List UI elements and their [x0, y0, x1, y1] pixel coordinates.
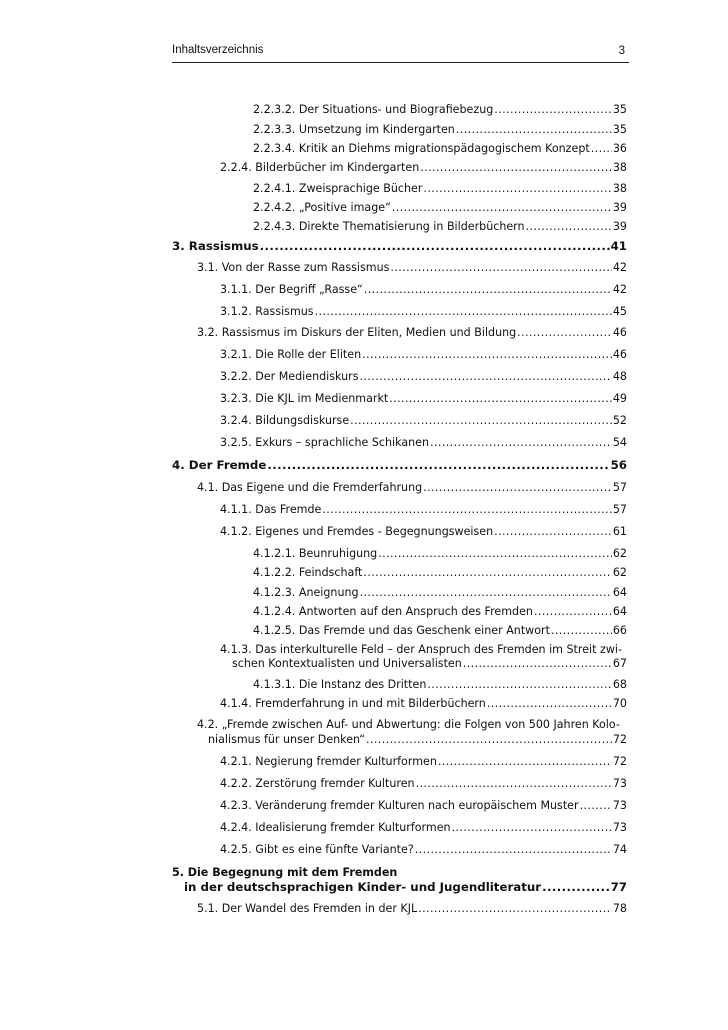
dot-leader — [423, 481, 612, 495]
dot-leader — [452, 821, 612, 835]
toc-entry-page: 41 — [610, 239, 627, 253]
toc-entry-first-line: 4.1.3. Das interkulturelle Feld – der Anspruch des Fremden im Streit zwi- — [220, 643, 622, 656]
toc-entry[interactable] — [220, 370, 627, 384]
dot-leader — [591, 142, 612, 156]
toc-entry[interactable] — [220, 525, 627, 539]
toc-entry[interactable] — [253, 103, 627, 117]
toc-entry-page: 73 — [612, 799, 627, 812]
toc-entry[interactable] — [253, 123, 627, 137]
dot-leader — [359, 370, 611, 384]
header-page-number: 3 — [618, 45, 625, 57]
toc-entry[interactable] — [253, 586, 627, 600]
toc-entry[interactable] — [220, 348, 627, 362]
toc-entry-page: 73 — [612, 777, 627, 790]
dot-leader — [315, 305, 612, 319]
toc-entry-page: 49 — [612, 392, 627, 405]
toc-entry-title: schen Kontextualisten und Universalisten — [232, 657, 462, 670]
toc-entry-title: 4. Der Fremde — [172, 458, 267, 472]
toc-entry-title: 3.1. Von der Rasse zum Rassismus — [197, 261, 390, 274]
toc-entry-title: 2.2.3.4. Kritik an Diehms migrationspädagogischem Konzept — [253, 142, 590, 155]
toc-entry[interactable] — [220, 392, 627, 406]
dot-leader — [494, 525, 612, 539]
toc-chapter[interactable] — [184, 880, 627, 894]
toc-entry-title: 2.2.4. Bilderbücher im Kindergarten — [220, 161, 420, 174]
dot-leader — [392, 201, 612, 215]
toc-entry[interactable] — [197, 261, 627, 275]
toc-entry[interactable] — [253, 678, 627, 692]
toc-entry[interactable] — [220, 777, 627, 791]
toc-entry-title: 4.1.2.4. Antworten auf den Anspruch des Fremden — [253, 605, 533, 618]
toc-entry-page: 61 — [612, 525, 627, 538]
toc-entry-page: 57 — [612, 481, 627, 494]
toc-entry-page: 35 — [612, 103, 627, 116]
dot-leader — [267, 458, 609, 472]
toc-entry-first-line: 4.2. „Fremde zwischen Auf- und Abwertung: die Folgen von 500 Jahren Kolo- — [197, 718, 620, 731]
dot-leader — [378, 547, 612, 561]
toc-entry[interactable] — [197, 481, 627, 495]
dot-leader — [364, 283, 612, 297]
toc-entry-title: 4.2.3. Veränderung fremder Kulturen nach europäischem Muster — [220, 799, 579, 812]
toc-entry[interactable] — [253, 566, 627, 580]
header-title: Inhaltsverzeichnis — [172, 44, 264, 56]
toc-entry[interactable] — [220, 305, 627, 319]
toc-entry-page: 70 — [612, 697, 627, 710]
dot-leader — [438, 755, 612, 769]
toc-entry-title: 3. Rassismus — [172, 239, 259, 253]
toc-entry-page: 57 — [612, 503, 627, 516]
toc-entry-title: 4.1.3.1. Die Instanz des Dritten — [253, 678, 427, 691]
toc-entry-page: 45 — [612, 305, 627, 318]
toc-entry[interactable] — [253, 220, 627, 234]
toc-entry-title: 4.2.1. Negierung fremder Kulturformen — [220, 755, 437, 768]
toc-entry-title: 3.2.5. Exkurs – sprachliche Schikanen — [220, 436, 430, 449]
toc-entry-title: 3.2.1. Die Rolle der Eliten — [220, 348, 362, 361]
toc-entry[interactable] — [253, 624, 627, 638]
toc-entry-title: 3.2.3. Die KJL im Medienmarkt — [220, 392, 389, 405]
toc-entry[interactable] — [220, 755, 627, 769]
toc-entry-title: 4.1.2.3. Aneignung — [253, 586, 359, 599]
toc-entry-title: 4.1.2.1. Beunruhigung — [253, 547, 378, 560]
toc-entry-title: 4.1. Das Eigene und die Fremderfahrung — [197, 481, 423, 494]
toc-entry-page: 35 — [612, 123, 627, 136]
toc-entry-title: 2.2.3.2. Der Situations- und Biografiebezug — [253, 103, 494, 116]
toc-entry-page: 46 — [612, 326, 627, 339]
dot-leader — [580, 799, 612, 813]
toc-entry[interactable] — [220, 283, 627, 297]
toc-entry-title: 4.2.4. Idealisierung fremder Kulturformen — [220, 821, 451, 834]
toc-entry-page: 72 — [612, 733, 627, 746]
dot-leader — [360, 586, 612, 600]
toc-entry-page: 67 — [612, 657, 627, 670]
toc-entry-title: 3.2.2. Der Mediendiskurs — [220, 370, 359, 383]
toc-entry-page: 56 — [610, 458, 627, 472]
dot-leader — [430, 436, 612, 450]
dot-leader — [418, 902, 612, 916]
dot-leader — [415, 843, 612, 857]
toc-entry-title: 4.1.2. Eigenes und Fremdes - Begegnungsweisen — [220, 525, 494, 538]
toc-entry-page: 68 — [612, 678, 627, 691]
toc-chapter[interactable] — [172, 239, 627, 253]
toc-entry[interactable] — [253, 547, 627, 561]
dot-leader — [322, 503, 612, 517]
toc-entry-title: 5.1. Der Wandel des Fremden in der KJL — [197, 902, 418, 915]
toc-chapter-first-line: 5. Die Begegnung mit dem Fremden — [172, 866, 398, 879]
toc-entry-page: 36 — [612, 142, 627, 155]
toc-entry[interactable] — [197, 326, 627, 340]
toc-entry-title: 3.1.2. Rassismus — [220, 305, 314, 318]
toc-entry-page: 46 — [612, 348, 627, 361]
dot-leader — [534, 605, 612, 619]
toc-entry[interactable] — [220, 843, 627, 857]
toc-entry[interactable] — [253, 201, 627, 215]
dot-leader — [390, 261, 611, 275]
dot-leader — [526, 220, 612, 234]
toc-entry-page: 38 — [612, 161, 627, 174]
dot-leader — [487, 697, 612, 711]
dot-leader — [389, 392, 612, 406]
toc-entry[interactable] — [220, 161, 627, 175]
toc-entry-title: 4.1.4. Fremderfahrung in und mit Bilderbüchern — [220, 697, 486, 710]
toc-entry[interactable] — [253, 182, 627, 196]
toc-entry-title: 4.2.5. Gibt es eine fünfte Variante? — [220, 843, 414, 856]
toc-entry-page: 54 — [612, 436, 627, 449]
toc-entry[interactable] — [220, 414, 627, 428]
toc-entry-title: 2.2.3.3. Umsetzung im Kindergarten — [253, 123, 455, 136]
toc-entry[interactable] — [197, 902, 627, 916]
dot-leader — [366, 733, 612, 747]
toc-entry-page: 39 — [612, 201, 627, 214]
toc-entry-page: 62 — [612, 547, 627, 560]
toc-entry-title: 3.2.4. Bildungsdiskurse — [220, 414, 350, 427]
toc-entry-page: 42 — [612, 283, 627, 296]
dot-leader — [456, 123, 612, 137]
toc-entry-title: 4.1.2.5. Das Fremde und das Geschenk einer Antwort — [253, 624, 550, 637]
toc-entry-title: 2.2.4.1. Zweisprachige Bücher — [253, 182, 423, 195]
toc-entry[interactable] — [220, 799, 627, 813]
dot-leader — [542, 880, 609, 894]
toc-entry-title: in der deutschsprachigen Kinder- und Jugendliteratur — [184, 880, 542, 894]
toc-entry-page: 48 — [612, 370, 627, 383]
dot-leader — [416, 777, 612, 791]
toc-entry-page: 42 — [612, 261, 627, 274]
toc-entry[interactable] — [220, 697, 627, 711]
dot-leader — [420, 161, 612, 175]
toc-entry-title: 2.2.4.2. „Positive image“ — [253, 201, 391, 214]
dot-leader — [494, 103, 612, 117]
dot-leader — [517, 326, 612, 340]
toc-entry-page: 62 — [612, 566, 627, 579]
toc-entry[interactable] — [220, 436, 627, 450]
dot-leader — [423, 182, 611, 196]
dot-leader — [551, 624, 612, 638]
toc-entry-page: 78 — [612, 902, 627, 915]
toc-entry-page: 72 — [612, 755, 627, 768]
toc-entry-title: 3.2. Rassismus im Diskurs der Eliten, Medien und Bildung — [197, 326, 517, 339]
dot-leader — [350, 414, 612, 428]
toc-entry[interactable] — [220, 821, 627, 835]
toc-entry-page: 39 — [612, 220, 627, 233]
toc-entry-page: 64 — [612, 586, 627, 599]
dot-leader — [260, 239, 610, 253]
toc-entry-page: 66 — [612, 624, 627, 637]
toc-entry[interactable] — [220, 503, 627, 517]
toc-entry[interactable] — [253, 605, 627, 619]
toc-entry-page: 64 — [612, 605, 627, 618]
toc-entry-page: 77 — [610, 880, 627, 894]
toc-entry-title: 4.1.1. Das Fremde — [220, 503, 322, 516]
toc-entry-title: 4.1.2.2. Feindschaft — [253, 566, 363, 579]
toc-entry[interactable] — [232, 657, 627, 671]
toc-entry-title: 3.1.1. Der Begriff „Rasse“ — [220, 283, 363, 296]
dot-leader — [427, 678, 612, 692]
toc-entry[interactable] — [208, 733, 627, 747]
toc-chapter[interactable] — [172, 458, 627, 472]
toc-entry-page: 73 — [612, 821, 627, 834]
dot-leader — [362, 348, 612, 362]
toc-entry-title: nialismus für unser Denken“ — [208, 733, 366, 746]
dot-leader — [463, 657, 612, 671]
toc-entry-page: 74 — [612, 843, 627, 856]
toc-entry-page: 38 — [612, 182, 627, 195]
toc-entry-title: 2.2.4.3. Direkte Thematisierung in Bilderbüchern — [253, 220, 525, 233]
dot-leader — [363, 566, 611, 580]
toc-entry-page: 52 — [612, 414, 627, 427]
toc-entry-title: 4.2.2. Zerstörung fremder Kulturen — [220, 777, 415, 790]
toc-entry[interactable] — [253, 142, 627, 156]
